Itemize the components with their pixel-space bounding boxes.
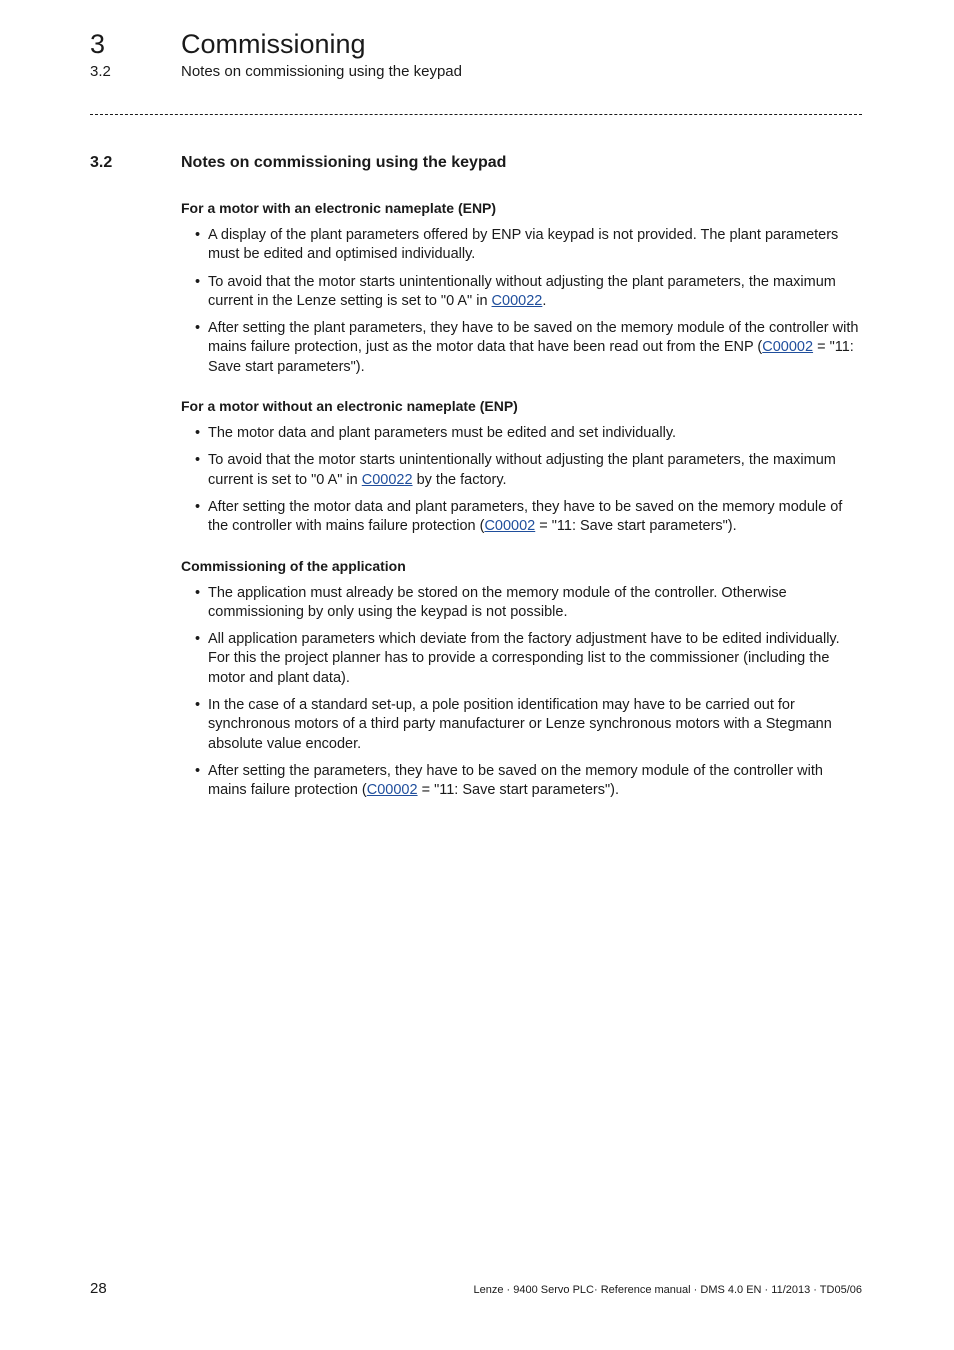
list-item	[181, 630, 863, 688]
block-heading: For a motor with an electronic nameplate (ENP)	[181, 200, 497, 216]
bullet-icon: •	[195, 697, 201, 714]
block-application	[181, 556, 863, 801]
item-text: After setting the plant parameters, they have to be saved on the memory module of the controller with mains failure protection, just as the motor data that have been read out from the ENP (	[208, 320, 859, 356]
item-text: In the case of a standard set-up, a pole position identification may have to be carried out for synchronous motors of a third party manufacturer or Lenze synchronous motors with a Stegmann absolute value encoder.	[208, 697, 832, 752]
item-text: After setting the parameters, they have to be saved on the memory module of the controller with mains failure protection (	[208, 762, 823, 799]
bullet-icon: •	[195, 320, 201, 337]
list-item	[181, 451, 863, 490]
parameter-link-c00022[interactable]: C00022	[361, 471, 413, 488]
section-number: 3.2	[90, 154, 113, 171]
bullet-icon: •	[195, 425, 201, 442]
list-item	[181, 762, 863, 801]
block-enp	[181, 198, 863, 377]
bullet-list	[181, 424, 863, 536]
block-no-enp	[181, 396, 863, 536]
bullet-list	[181, 226, 863, 377]
list-item	[181, 226, 863, 265]
parameter-link-c00002[interactable]: C00002	[366, 782, 418, 799]
list-item	[181, 584, 863, 623]
item-text-tail: by the factory.	[412, 471, 507, 488]
bullet-list	[181, 584, 863, 801]
running-header-section-title: Notes on commissioning using the keypad	[181, 63, 462, 80]
chapter-title: Commissioning	[181, 29, 366, 59]
chapter-number: 3	[90, 29, 106, 59]
item-text: To avoid that the motor starts unintentionally without adjusting the plant parameters, the maximum current in the Lenze setting is set to "0 A" in	[208, 273, 836, 309]
block-heading: Commissioning of the application	[181, 557, 406, 574]
item-text: The motor data and plant parameters must be edited and set individually.	[208, 425, 677, 442]
list-item	[181, 696, 863, 754]
item-text: All application parameters which deviate from the factory adjustment have to be edited individually. For this the project planner has to provide a corresponding list to the commissioner (including the motor and plant data).	[208, 631, 840, 686]
section-title: Notes on commissioning using the keypad	[181, 154, 507, 171]
list-item	[181, 273, 863, 312]
parameter-link-c00002[interactable]: C00002	[762, 339, 814, 356]
parameter-link-c00022[interactable]: C00022	[491, 292, 543, 309]
item-text-tail: = "11: Save start parameters").	[535, 518, 737, 535]
item-text-tail: .	[542, 292, 547, 309]
item-text: A display of the plant parameters offered by ENP via keypad is not provided. The plant parameters must be edited and optimised individually.	[208, 227, 839, 263]
list-item	[181, 498, 863, 537]
bullet-icon: •	[195, 584, 201, 601]
list-item	[181, 424, 863, 443]
bullet-icon: •	[195, 273, 201, 290]
bullet-icon: •	[195, 498, 201, 515]
bullet-icon: •	[195, 452, 201, 469]
item-text: To avoid that the motor starts unintentionally without adjusting the plant parameters, the maximum current is set to "0 A" in	[208, 452, 836, 488]
section-content	[181, 198, 863, 820]
item-text: After setting the motor data and plant parameters, they have to be saved on the memory module of the controller with mains failure protection (	[208, 498, 843, 535]
block-heading: For a motor without an electronic nameplate (ENP)	[181, 398, 518, 415]
page-number: 28	[90, 1280, 107, 1297]
header-divider	[90, 114, 862, 115]
bullet-icon: •	[195, 631, 201, 648]
parameter-link-c00002[interactable]: C00002	[484, 518, 536, 535]
item-text: The application must already be stored on the memory module of the controller. Otherwise commissioning by only using the keypad is not possible.	[208, 584, 787, 620]
bullet-icon: •	[195, 762, 201, 779]
list-item	[181, 319, 863, 377]
item-text-tail: = "11: Save start parameters").	[208, 339, 854, 375]
running-header-section-number: 3.2	[90, 63, 111, 80]
item-text-tail: = "11: Save start parameters").	[417, 782, 619, 799]
footer-document-info: Lenze · 9400 Servo PLC· Reference manual · DMS 4.0 EN · 11/2013 · TD05/06	[473, 1284, 862, 1296]
bullet-icon: •	[195, 227, 201, 243]
